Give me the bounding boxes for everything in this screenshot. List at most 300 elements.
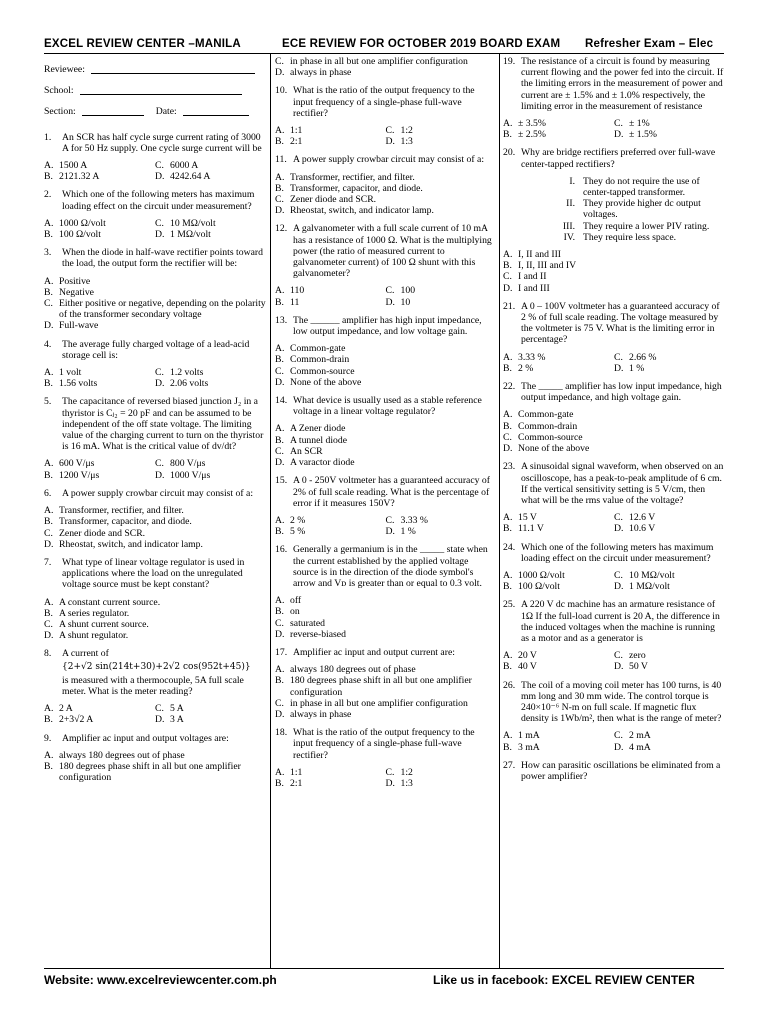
option-text: 10 MΩ/volt	[629, 569, 675, 581]
option-letter: A.	[44, 160, 54, 172]
option-row	[503, 661, 725, 672]
option-letter: D.	[44, 538, 54, 550]
answer-option[interactable]	[614, 742, 725, 753]
answer-option[interactable]	[275, 194, 496, 205]
answer-option[interactable]	[155, 218, 266, 229]
answer-option[interactable]	[275, 125, 386, 136]
roman-item	[551, 176, 725, 198]
option-row	[275, 526, 496, 537]
option-letter: C.	[614, 512, 623, 524]
date-blank[interactable]	[183, 106, 249, 116]
option-letter: A.	[44, 217, 54, 229]
answer-option[interactable]	[44, 458, 155, 469]
current-formula: {2+√2 sin(214t+30)+2√2 cos(952t+45)}	[62, 661, 251, 672]
answer-option[interactable]	[44, 761, 266, 783]
answer-option[interactable]	[386, 767, 497, 778]
question-text-block	[521, 301, 725, 346]
answer-option[interactable]	[275, 629, 496, 640]
answer-option[interactable]	[44, 378, 155, 389]
option-text: ± 3.5%	[518, 118, 546, 130]
reviewee-label: Reviewee:	[44, 64, 85, 75]
question-number: 26.	[503, 679, 516, 691]
option-text: 1:1	[290, 125, 303, 137]
answer-option[interactable]	[275, 709, 496, 720]
option-row	[275, 297, 496, 308]
answer-option[interactable]	[44, 171, 155, 182]
option-row	[503, 570, 725, 581]
option-letter: B.	[503, 260, 512, 272]
question-text: A galvanometer with a full scale current of 10 mA has a resistance of 1000 Ω. What is the multiplying power (the ratio of measured current to galvanometer current) of 100 Ω shunt with this galvanometer?	[293, 223, 492, 280]
answer-options	[275, 125, 496, 147]
option-text: 1:2	[400, 766, 413, 778]
option-letter: B.	[503, 581, 512, 593]
option-text: Transformer, capacitor, and diode.	[59, 516, 192, 528]
question-text: An SCR has half cycle surge current rating of 3000 A for 50 Hz supply. One cycle surge current will be	[62, 131, 262, 154]
option-letter: C.	[275, 445, 284, 457]
answer-option[interactable]	[275, 526, 386, 537]
header-right: Refresher Exam – Elec	[585, 38, 714, 50]
question-text-block	[293, 727, 496, 761]
column-1-questions	[44, 132, 266, 784]
answer-option[interactable]	[275, 435, 496, 446]
option-text: 1 %	[629, 362, 645, 374]
answer-option[interactable]	[614, 661, 725, 672]
option-text: 2 %	[290, 514, 306, 526]
roman-numeral: III.	[562, 220, 575, 232]
option-letter: C.	[385, 285, 395, 297]
option-text: Common-source	[290, 365, 355, 377]
option-text: A constant current source.	[59, 596, 161, 608]
answer-option[interactable]	[275, 423, 496, 434]
answer-option[interactable]	[44, 608, 266, 619]
answer-option[interactable]	[614, 730, 725, 741]
question-number: 7.	[44, 556, 52, 568]
option-row	[44, 160, 266, 171]
answer-option[interactable]	[503, 352, 614, 363]
answer-option[interactable]	[386, 515, 497, 526]
question-text: A 0 - 250V voltmeter has a guaranteed accuracy of 2% of full scale reading. What is the percentage of error if it measures 150V?	[293, 475, 490, 509]
option-letter: C.	[155, 160, 164, 172]
answer-option[interactable]	[275, 698, 496, 709]
answer-option[interactable]	[503, 523, 614, 534]
option-letter: A.	[503, 569, 513, 581]
option-text: Common-gate	[290, 343, 346, 355]
question-stem	[275, 223, 496, 279]
roman-text: They require less space.	[583, 231, 677, 243]
option-letter: B.	[503, 523, 512, 535]
answer-option[interactable]	[275, 515, 386, 526]
answer-option[interactable]	[275, 297, 386, 308]
question-text: Generally a germanium is in the _____ state when the current established by the applied voltage source is in the direction of the diode symbol's arrow and Vᴅ is greater than or equal to 0.3 volt.	[293, 544, 488, 589]
option-text: Either positive or negative, depending on the polarity of the transformer secondary voltage	[59, 298, 266, 321]
column-1	[44, 56, 266, 790]
answer-option[interactable]	[386, 778, 497, 789]
answer-options	[503, 570, 725, 592]
answer-option[interactable]	[614, 512, 725, 523]
question-text: A current of	[62, 648, 109, 660]
option-text: 1500 A	[59, 160, 88, 172]
answer-option[interactable]	[503, 570, 614, 581]
question-number: 21.	[503, 300, 516, 312]
option-text: 3 A	[170, 714, 184, 726]
column-3-questions	[503, 56, 725, 782]
answer-option[interactable]	[275, 618, 496, 629]
answer-option[interactable]	[275, 172, 496, 183]
date-label: Date:	[155, 106, 177, 118]
option-text: Common-gate	[518, 409, 574, 421]
question-7	[44, 557, 266, 641]
option-text: 2+3√2 A	[59, 714, 94, 726]
answer-option[interactable]	[155, 470, 266, 481]
option-letter: A.	[275, 285, 285, 297]
question-stem	[44, 339, 266, 361]
answer-option[interactable]	[275, 285, 386, 296]
answer-option[interactable]	[155, 703, 266, 714]
option-letter: C.	[614, 569, 623, 581]
answer-option[interactable]	[44, 505, 266, 516]
question-text-block	[62, 396, 266, 452]
question-number: 1.	[44, 131, 52, 143]
answer-option[interactable]	[155, 378, 266, 389]
answer-option[interactable]	[275, 136, 386, 147]
answer-option[interactable]	[275, 606, 496, 617]
answer-option[interactable]	[275, 778, 386, 789]
question-text-block	[62, 132, 266, 154]
answer-option[interactable]	[155, 160, 266, 171]
question-text: What is the ratio of the output frequency to the input frequency of a single-phase full-wave rectifier?	[293, 727, 475, 761]
option-letter: A.	[275, 595, 285, 607]
option-text: A shunt current source.	[59, 618, 149, 630]
option-text: 100 Ω/volt	[518, 581, 560, 593]
roman-item	[551, 198, 725, 220]
answer-option[interactable]	[44, 597, 266, 608]
answer-option[interactable]	[44, 528, 266, 539]
school-blank[interactable]	[80, 85, 242, 95]
option-letter: D.	[614, 362, 624, 374]
column-divider-1	[270, 53, 271, 968]
answer-option[interactable]	[44, 703, 155, 714]
option-letter: C.	[155, 703, 164, 715]
option-letter: D.	[155, 229, 165, 241]
section-blank[interactable]	[82, 106, 144, 116]
roman-numeral: I.	[569, 175, 575, 187]
option-text: I and III	[518, 282, 550, 294]
answer-option[interactable]	[155, 171, 266, 182]
answer-option[interactable]	[44, 320, 266, 331]
option-letter: D.	[503, 443, 513, 455]
answer-option[interactable]	[275, 67, 496, 78]
answer-option[interactable]	[503, 661, 614, 672]
question-text: A sinusoidal signal waveform, when observed on an oscilloscope, has a peak-to-peak amplitude of 6 cm. If the vertical sensitivity setting is 5 V/cm, then what will be the rms value of the voltage?	[521, 461, 724, 506]
answer-option[interactable]	[44, 470, 155, 481]
answer-option[interactable]	[503, 129, 614, 140]
question-19	[503, 56, 725, 140]
answer-options	[503, 512, 725, 534]
option-letter: C.	[275, 697, 284, 709]
answer-option[interactable]	[155, 458, 266, 469]
option-letter: A.	[503, 730, 513, 742]
option-letter: C.	[155, 217, 164, 229]
answer-options	[44, 160, 266, 182]
answer-option[interactable]	[386, 136, 497, 147]
answer-option[interactable]	[503, 249, 725, 260]
option-text: None of the above	[290, 376, 362, 388]
option-letter: B.	[275, 606, 284, 618]
answer-option[interactable]	[44, 539, 266, 550]
answer-option[interactable]	[275, 377, 496, 388]
answer-option[interactable]	[503, 283, 725, 294]
option-text: 10.6 V	[629, 523, 656, 535]
question-14	[275, 395, 496, 468]
question-number: 10.	[275, 85, 288, 97]
option-text: Positive	[59, 275, 91, 287]
answer-option[interactable]	[44, 298, 266, 320]
option-text: Transformer, rectifier, and filter.	[290, 171, 415, 183]
answer-option[interactable]	[275, 183, 496, 194]
option-letter: C.	[385, 766, 395, 778]
question-text: Why are bridge rectifiers preferred over full-wave center-tapped rectifiers?	[521, 147, 716, 170]
answer-option[interactable]	[614, 363, 725, 374]
answer-options	[44, 276, 266, 332]
answer-option[interactable]	[44, 516, 266, 527]
answer-option[interactable]	[275, 664, 496, 675]
answer-option[interactable]	[503, 581, 614, 592]
answer-option[interactable]	[44, 619, 266, 630]
option-letter: C.	[614, 730, 623, 742]
answer-option[interactable]	[44, 276, 266, 287]
option-letter: C.	[385, 514, 395, 526]
answer-option[interactable]	[503, 443, 725, 454]
answer-option[interactable]	[44, 750, 266, 761]
answer-option[interactable]	[44, 714, 155, 725]
option-text: 2121.32 A	[59, 171, 100, 183]
option-letter: B.	[275, 182, 284, 194]
answer-option[interactable]	[275, 354, 496, 365]
answer-option[interactable]	[386, 125, 497, 136]
question-stem	[503, 542, 725, 564]
answer-option[interactable]	[503, 730, 614, 741]
option-letter: A.	[44, 749, 54, 761]
answer-option[interactable]	[44, 367, 155, 378]
option-letter: A.	[503, 249, 513, 261]
answer-option[interactable]	[275, 675, 496, 697]
question-text-block	[293, 544, 496, 589]
option-text: 2:1	[290, 777, 303, 789]
option-letter: A.	[503, 409, 513, 421]
answer-option[interactable]	[44, 229, 155, 240]
answer-options	[275, 285, 496, 307]
answer-option[interactable]	[44, 160, 155, 171]
answer-option[interactable]	[44, 630, 266, 641]
answer-option[interactable]	[614, 118, 725, 129]
column-3	[503, 56, 725, 789]
question-stem	[44, 247, 266, 269]
option-letter: A.	[275, 766, 285, 778]
answer-option[interactable]	[275, 595, 496, 606]
question-text: The coil of a moving coil meter has 100 turns, is 40 mm long and 30 mm wide. The control torque is 240×10⁻⁶ N-m on full scale. If magnetic flux density is 1Wb/m², then what is the range of meter?	[521, 679, 722, 725]
option-row	[44, 367, 266, 378]
option-letter: B.	[44, 378, 53, 390]
answer-option[interactable]	[503, 512, 614, 523]
answer-option[interactable]	[44, 287, 266, 298]
option-letter: A.	[275, 664, 285, 676]
reviewee-blank[interactable]	[91, 64, 255, 74]
question-13	[275, 315, 496, 388]
option-text: 1:1	[290, 766, 303, 778]
answer-option[interactable]	[614, 523, 725, 534]
option-letter: B.	[503, 129, 512, 141]
option-letter: A.	[503, 512, 513, 524]
answer-options	[275, 172, 496, 217]
option-text: in phase in all but one amplifier configuration	[290, 697, 468, 709]
option-text: reverse-biased	[290, 628, 346, 640]
answer-option[interactable]	[275, 366, 496, 377]
option-text: 800 V/μs	[170, 458, 206, 470]
answer-option[interactable]	[503, 742, 614, 753]
question-text-block	[521, 599, 725, 644]
question-2	[44, 189, 266, 240]
answer-options	[503, 352, 725, 374]
answer-option[interactable]	[503, 432, 725, 443]
question-text-block	[521, 680, 725, 725]
footer-facebook: Like us in facebook: EXCEL REVIEW CENTER	[433, 973, 695, 987]
answer-option[interactable]	[503, 421, 725, 432]
option-row	[44, 229, 266, 240]
option-row	[44, 218, 266, 229]
option-letter: B.	[503, 362, 512, 374]
question-text-block	[293, 223, 496, 279]
option-text: 1:3	[400, 777, 413, 789]
answer-option[interactable]	[275, 446, 496, 457]
answer-option[interactable]	[503, 271, 725, 282]
question-text-block	[293, 315, 496, 337]
option-row	[503, 118, 725, 129]
answer-option[interactable]	[386, 285, 497, 296]
question-text: When the diode in half-wave rectifier points toward the load, the output form the rectifier will be:	[62, 247, 263, 270]
question-text: The average fully charged voltage of a lead-acid storage cell is:	[62, 338, 250, 361]
option-text: 40 V	[518, 661, 537, 673]
answer-option[interactable]	[503, 409, 725, 420]
option-text: 1000 Ω/volt	[59, 217, 106, 229]
question-stem	[503, 381, 725, 403]
option-letter: B.	[503, 661, 512, 673]
option-text: I, II and III	[518, 249, 562, 261]
option-text: 2 %	[518, 362, 534, 374]
question-number: 2.	[44, 189, 52, 201]
answer-options	[275, 423, 496, 468]
answer-option[interactable]	[275, 767, 386, 778]
answer-option[interactable]	[614, 129, 725, 140]
question-text-block	[62, 648, 266, 697]
answer-option[interactable]	[503, 363, 614, 374]
answer-options	[503, 118, 725, 140]
question-20	[503, 147, 725, 293]
option-text: Common-drain	[518, 420, 578, 432]
answer-option[interactable]	[503, 260, 725, 271]
answer-option[interactable]	[155, 229, 266, 240]
question-18	[275, 727, 496, 789]
question-number: 9.	[44, 732, 52, 744]
option-text: ± 2.5%	[518, 129, 546, 141]
question-number: 3.	[44, 247, 52, 259]
column-2-questions	[275, 85, 496, 789]
question-23	[503, 461, 725, 534]
question-text-block	[293, 85, 496, 119]
option-text: 20 V	[518, 650, 537, 662]
option-text: 11.1 V	[518, 523, 544, 535]
question-text-block	[62, 488, 266, 499]
question-text-block	[521, 542, 725, 564]
answer-option[interactable]	[275, 205, 496, 216]
option-text: Transformer, capacitor, and diode.	[290, 182, 423, 194]
option-letter: B.	[275, 526, 284, 538]
option-text: 100 Ω/volt	[59, 229, 101, 241]
answer-option[interactable]	[503, 650, 614, 661]
option-letter: D.	[614, 661, 624, 673]
roman-text: They provide higher dc output voltages.	[583, 198, 701, 221]
question-number: 12.	[275, 223, 288, 235]
question-stem	[44, 488, 266, 499]
question-number: 13.	[275, 314, 288, 326]
option-text: 3.33 %	[518, 351, 546, 363]
option-text: 180 degrees phase shift in all but one amplifier configuration	[59, 760, 241, 784]
option-text: 1200 V/μs	[59, 469, 100, 481]
roman-item	[551, 221, 725, 232]
question-text: A power supply crowbar circuit may consist of a:	[293, 154, 485, 166]
answer-option[interactable]	[275, 343, 496, 354]
option-text: Rheostat, switch, and indicator lamp.	[290, 205, 434, 217]
option-text: 1 MΩ/volt	[629, 581, 670, 593]
question-text-block	[293, 395, 496, 417]
question-text-block	[521, 381, 725, 403]
footer-website: Website: www.excelreviewcenter.com.ph	[44, 973, 277, 987]
answer-option[interactable]	[44, 218, 155, 229]
option-letter: D.	[275, 628, 285, 640]
answer-option[interactable]	[275, 56, 496, 67]
answer-option[interactable]	[386, 297, 497, 308]
option-letter: B.	[44, 469, 53, 481]
answer-option[interactable]	[275, 457, 496, 468]
option-text: always 180 degrees out of phase	[290, 664, 416, 676]
question-stem	[503, 147, 725, 243]
option-text: 5 A	[170, 703, 184, 715]
question-number: 14.	[275, 395, 288, 407]
option-letter: A.	[503, 351, 513, 363]
question-16	[275, 544, 496, 640]
answer-option[interactable]	[614, 570, 725, 581]
option-letter: D.	[275, 67, 285, 79]
option-row	[503, 129, 725, 140]
answer-option[interactable]	[155, 367, 266, 378]
answer-option[interactable]	[614, 581, 725, 592]
option-row	[44, 378, 266, 389]
answer-option[interactable]	[155, 714, 266, 725]
option-text: 1.56 volts	[59, 378, 98, 390]
question-text-continued: is measured with a thermocouple, 5A full scale meter. What is the meter reading?	[62, 674, 244, 697]
answer-options	[503, 730, 725, 752]
option-letter: A.	[44, 275, 54, 287]
question-12	[275, 223, 496, 307]
option-text: 1000 Ω/volt	[518, 569, 565, 581]
answer-option[interactable]	[386, 526, 497, 537]
answer-option[interactable]	[614, 650, 725, 661]
option-letter: B.	[44, 171, 53, 183]
option-letter: C.	[614, 351, 623, 363]
answer-option[interactable]	[503, 118, 614, 129]
option-letter: A.	[44, 458, 54, 470]
answer-option[interactable]	[614, 352, 725, 363]
question-number: 6.	[44, 487, 52, 499]
